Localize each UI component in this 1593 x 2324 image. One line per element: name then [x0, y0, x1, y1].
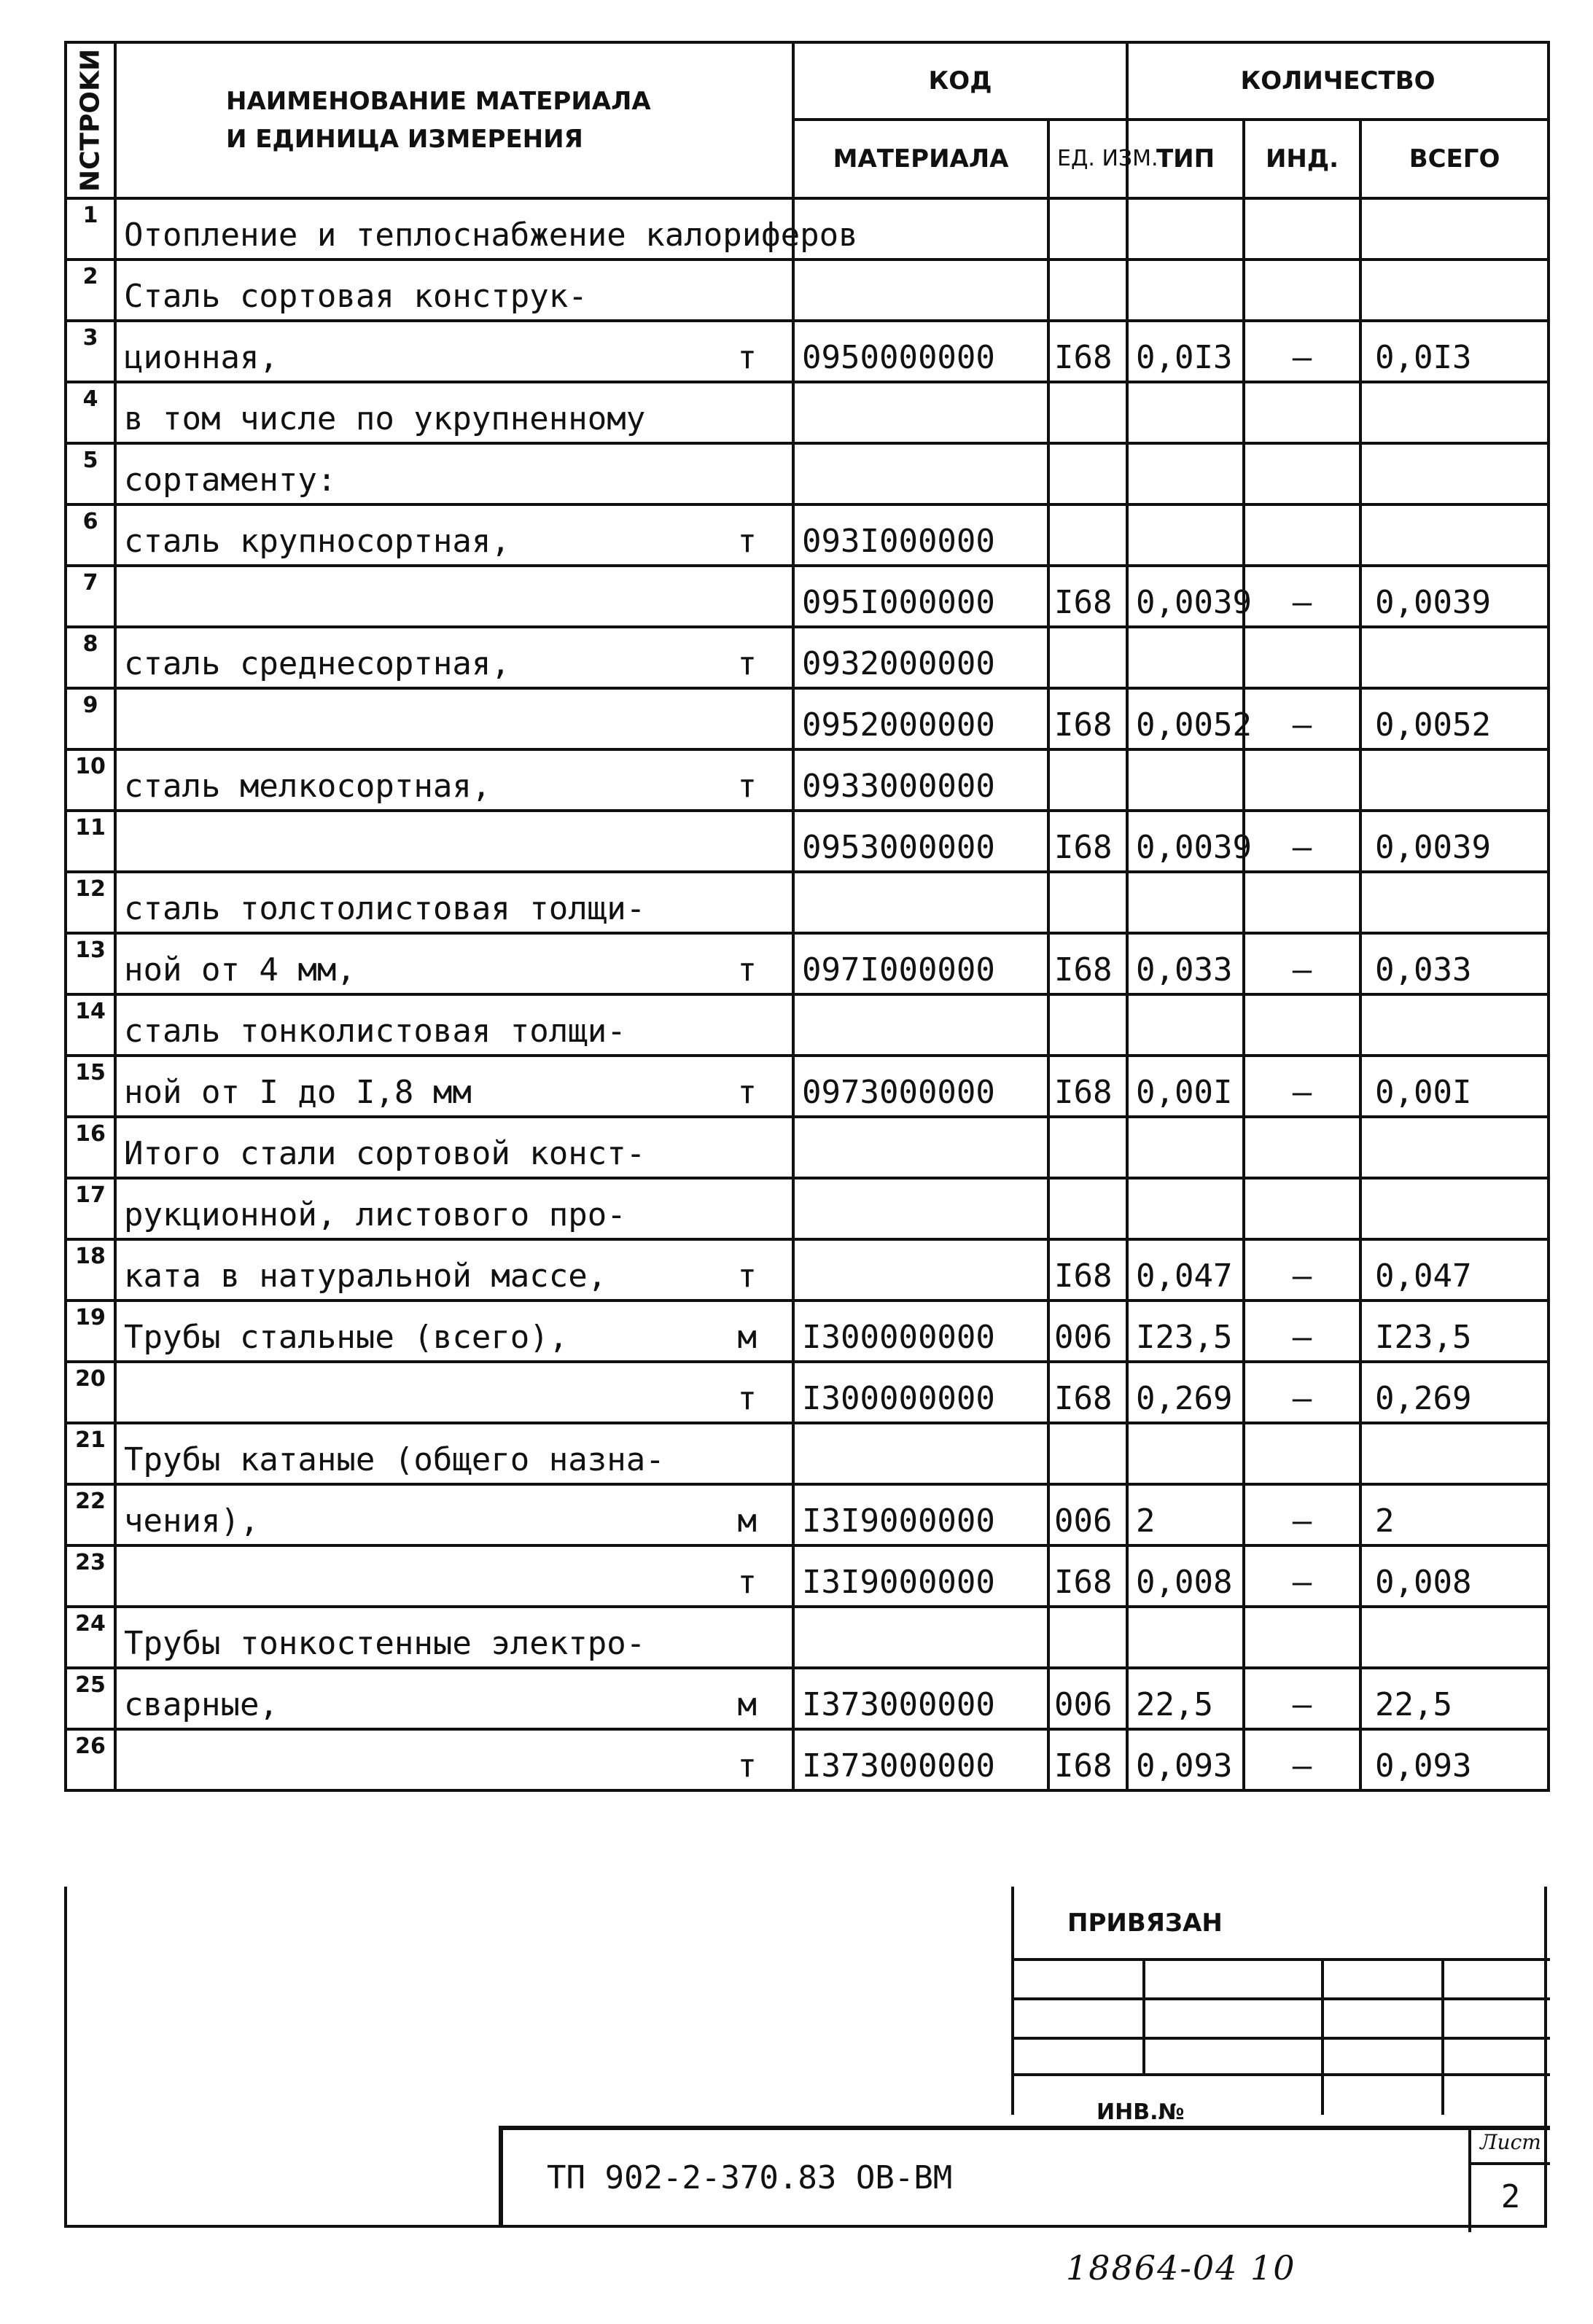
ind-quantity — [1244, 872, 1360, 933]
row-number: 13 — [66, 933, 115, 994]
unit-code — [1048, 198, 1127, 260]
row-number: 17 — [66, 1178, 115, 1239]
unit-code — [1048, 382, 1127, 443]
material-name-text: в том числе по укрупненному — [124, 400, 646, 437]
total-quantity — [1360, 443, 1549, 504]
sheet-number: 2 — [1468, 2162, 1550, 2232]
material-code — [793, 382, 1048, 443]
table-row — [66, 688, 1549, 749]
unit-code — [1048, 749, 1127, 811]
total-quantity — [1360, 504, 1549, 566]
unit-code — [1048, 872, 1127, 933]
material-code: I3I9000000 — [793, 1545, 1048, 1607]
ind-quantity — [1244, 1178, 1360, 1239]
unit-letter: т — [737, 645, 757, 682]
total-quantity — [1360, 382, 1549, 443]
material-name — [115, 627, 793, 688]
material-name — [115, 1178, 793, 1239]
table-row — [66, 1301, 1549, 1362]
material-name — [115, 1239, 793, 1301]
type-quantity — [1127, 260, 1244, 321]
type-quantity: 0,047 — [1127, 1239, 1244, 1301]
table-row — [66, 1668, 1549, 1729]
row-number: 8 — [66, 627, 115, 688]
material-name-header: НАИМЕНОВАНИЕ МАТЕРИАЛА И ЕДИНИЦА ИЗМЕРЕНИЯ — [115, 42, 793, 198]
total-quantity: 2 — [1360, 1484, 1549, 1545]
total-quantity — [1360, 627, 1549, 688]
material-name-text: Трубы тонкостенные электро- — [124, 1625, 646, 1662]
binding-label: ПРИВЯЗАН — [1067, 1908, 1223, 1938]
material-name — [115, 1545, 793, 1607]
unit-code: I68 — [1048, 1729, 1127, 1790]
material-code: 095I000000 — [793, 566, 1048, 627]
title-block — [64, 1887, 1547, 2228]
type-quantity: 0,0052 — [1127, 688, 1244, 749]
row-number: 26 — [66, 1729, 115, 1790]
unit-letter: т — [737, 951, 757, 989]
unit-letter: м — [737, 1686, 757, 1723]
type-quantity — [1127, 198, 1244, 260]
material-code: I373000000 — [793, 1729, 1048, 1790]
unit-letter: м — [737, 1319, 757, 1356]
type-quantity: I23,5 — [1127, 1301, 1244, 1362]
unit-code — [1048, 1117, 1127, 1178]
unit-letter: т — [737, 523, 757, 560]
total-quantity: 0,0052 — [1360, 688, 1549, 749]
table-row — [66, 1423, 1549, 1484]
materials-table — [64, 41, 1550, 1792]
type-quantity — [1127, 1423, 1244, 1484]
material-name — [115, 1117, 793, 1178]
type-quantity — [1127, 627, 1244, 688]
ind-quantity — [1244, 749, 1360, 811]
ind-quantity: – — [1244, 933, 1360, 994]
material-code: I3I9000000 — [793, 1484, 1048, 1545]
material-name — [115, 1056, 793, 1117]
table-row — [66, 811, 1549, 872]
unit-code: 006 — [1048, 1484, 1127, 1545]
material-name-text: ционная, — [124, 339, 279, 376]
unit-letter: т — [737, 1380, 757, 1417]
unit-code: I68 — [1048, 566, 1127, 627]
unit-code — [1048, 994, 1127, 1056]
table-row — [66, 198, 1549, 260]
total-quantity — [1360, 872, 1549, 933]
type-quantity: 0,0039 — [1127, 566, 1244, 627]
type-quantity: 22,5 — [1127, 1668, 1244, 1729]
row-number: 19 — [66, 1301, 115, 1362]
total-quantity: 0,008 — [1360, 1545, 1549, 1607]
material-code: 0953000000 — [793, 811, 1048, 872]
unit-letter: т — [737, 1257, 757, 1295]
ind-header: ИНД. — [1244, 120, 1360, 198]
material-name-text: сталь толстолистовая толщи- — [124, 890, 646, 927]
total-quantity — [1360, 1178, 1549, 1239]
total-quantity: 0,00I — [1360, 1056, 1549, 1117]
type-quantity — [1127, 1117, 1244, 1178]
material-name-text: сталь мелкосортная, — [124, 768, 491, 805]
ind-quantity: – — [1244, 566, 1360, 627]
type-quantity: 2 — [1127, 1484, 1244, 1545]
type-quantity — [1127, 382, 1244, 443]
material-name — [115, 994, 793, 1056]
row-number: 23 — [66, 1545, 115, 1607]
handwritten-note: 18864-04 10 — [1066, 2248, 1296, 2288]
unit-code: 006 — [1048, 1301, 1127, 1362]
document-code: ТП 902-2-370.83 ОВ-ВМ — [547, 2159, 953, 2196]
material-code: I373000000 — [793, 1668, 1048, 1729]
material-code — [793, 443, 1048, 504]
material-name — [115, 1362, 793, 1423]
material-name-text: Трубы катаные (общего назна- — [124, 1441, 665, 1478]
row-number: 11 — [66, 811, 115, 872]
row-number: 15 — [66, 1056, 115, 1117]
total-quantity: I23,5 — [1360, 1301, 1549, 1362]
type-quantity — [1127, 1178, 1244, 1239]
specification-sheet — [64, 41, 1547, 2228]
material-code: I300000000 — [793, 1362, 1048, 1423]
table-row — [66, 321, 1549, 382]
ind-quantity: – — [1244, 688, 1360, 749]
material-name-text: сварные, — [124, 1686, 279, 1723]
material-code: 097I000000 — [793, 933, 1048, 994]
unit-code: I68 — [1048, 688, 1127, 749]
ind-quantity — [1244, 198, 1360, 260]
row-number: 4 — [66, 382, 115, 443]
type-quantity: 0,0039 — [1127, 811, 1244, 872]
material-name — [115, 749, 793, 811]
table-row — [66, 1056, 1549, 1117]
material-code — [793, 260, 1048, 321]
type-quantity: 0,0I3 — [1127, 321, 1244, 382]
unit-code: I68 — [1048, 811, 1127, 872]
type-quantity: 0,008 — [1127, 1545, 1244, 1607]
material-name — [115, 811, 793, 872]
row-number: 16 — [66, 1117, 115, 1178]
material-name — [115, 566, 793, 627]
material-name-text: чения), — [124, 1502, 260, 1540]
material-code — [793, 1117, 1048, 1178]
table-row — [66, 1607, 1549, 1668]
material-code: I300000000 — [793, 1301, 1048, 1362]
total-quantity — [1360, 1423, 1549, 1484]
material-name-text: Сталь сортовая конструк- — [124, 278, 588, 315]
total-quantity — [1360, 1117, 1549, 1178]
inventory-number-label: ИНВ.№ — [1097, 2099, 1185, 2125]
type-quantity: 0,269 — [1127, 1362, 1244, 1423]
material-name — [115, 1484, 793, 1545]
type-header: ТИП — [1127, 120, 1244, 198]
row-number: 7 — [66, 566, 115, 627]
material-name — [115, 933, 793, 994]
ind-quantity: – — [1244, 1301, 1360, 1362]
total-quantity — [1360, 198, 1549, 260]
material-name-text: рукционной, листового про- — [124, 1196, 626, 1233]
type-quantity — [1127, 1607, 1244, 1668]
row-number: 14 — [66, 994, 115, 1056]
ind-quantity — [1244, 1117, 1360, 1178]
total-quantity: 22,5 — [1360, 1668, 1549, 1729]
material-code: 0933000000 — [793, 749, 1048, 811]
material-name — [115, 1668, 793, 1729]
material-code — [793, 994, 1048, 1056]
unit-code — [1048, 1178, 1127, 1239]
main-stamp — [499, 2126, 1550, 2228]
type-quantity: 0,033 — [1127, 933, 1244, 994]
ind-quantity: – — [1244, 1545, 1360, 1607]
table-row — [66, 1362, 1549, 1423]
material-name — [115, 198, 858, 260]
material-code — [793, 1607, 1048, 1668]
material-name-text: сортаменту: — [124, 461, 337, 499]
row-number: 25 — [66, 1668, 115, 1729]
material-name — [115, 260, 793, 321]
unit-code — [1048, 260, 1127, 321]
row-number: 2 — [66, 260, 115, 321]
total-quantity: 0,033 — [1360, 933, 1549, 994]
unit-code — [1048, 1607, 1127, 1668]
material-code — [793, 1423, 1048, 1484]
table-row — [66, 382, 1549, 443]
table-row — [66, 566, 1549, 627]
row-number: 12 — [66, 872, 115, 933]
total-quantity — [1360, 260, 1549, 321]
row-number: 5 — [66, 443, 115, 504]
ind-quantity — [1244, 443, 1360, 504]
total-quantity — [1360, 749, 1549, 811]
total-quantity — [1360, 1607, 1549, 1668]
unit-letter: м — [737, 1502, 757, 1540]
ind-quantity: – — [1244, 321, 1360, 382]
material-code — [793, 872, 1048, 933]
code-group-header: КОД — [793, 42, 1127, 120]
total-quantity: 0,047 — [1360, 1239, 1549, 1301]
ind-quantity: – — [1244, 1729, 1360, 1790]
material-name-text: Отопление и теплоснабжение калориферов — [124, 217, 858, 254]
material-code — [793, 1239, 1048, 1301]
material-name — [115, 1607, 793, 1668]
material-code: 0950000000 — [793, 321, 1048, 382]
material-name — [115, 443, 793, 504]
table-row — [66, 1484, 1549, 1545]
ind-quantity — [1244, 1607, 1360, 1668]
row-number: 3 — [66, 321, 115, 382]
row-number: 1 — [66, 198, 115, 260]
material-name-text: сталь среднесортная, — [124, 645, 510, 682]
total-quantity: 0,0I3 — [1360, 321, 1549, 382]
unit-header: ЕД. ИЗМ. — [1048, 120, 1127, 198]
table-row — [66, 933, 1549, 994]
row-number-header: NCTPOKИ — [66, 42, 115, 198]
material-name — [115, 321, 793, 382]
unit-code — [1048, 1423, 1127, 1484]
material-name — [115, 1301, 793, 1362]
material-name-text: ной от I до I,8 мм — [124, 1074, 472, 1111]
material-name-text: Трубы стальные (всего), — [124, 1319, 569, 1356]
material-name-text: ной от 4 мм, — [124, 951, 356, 989]
table-row — [66, 443, 1549, 504]
material-name — [115, 1423, 793, 1484]
row-number: 20 — [66, 1362, 115, 1423]
material-code: 0973000000 — [793, 1056, 1048, 1117]
material-name — [115, 1729, 793, 1790]
material-name — [115, 382, 793, 443]
material-code-header: МАТЕРИАЛА — [793, 120, 1048, 198]
quantity-group-header: КОЛИЧЕСТВО — [1127, 42, 1549, 120]
ind-quantity: – — [1244, 1239, 1360, 1301]
unit-letter: т — [737, 339, 757, 376]
sheet-label: Лист — [1468, 2130, 1550, 2165]
ind-quantity: – — [1244, 1484, 1360, 1545]
table-row — [66, 627, 1549, 688]
total-header: ВСЕГО — [1360, 120, 1549, 198]
total-quantity: 0,269 — [1360, 1362, 1549, 1423]
row-number: 9 — [66, 688, 115, 749]
ind-quantity — [1244, 994, 1360, 1056]
ind-quantity — [1244, 260, 1360, 321]
unit-code — [1048, 627, 1127, 688]
table-row — [66, 749, 1549, 811]
total-quantity: 0,0039 — [1360, 811, 1549, 872]
table-row — [66, 260, 1549, 321]
unit-code: I68 — [1048, 321, 1127, 382]
ind-quantity: – — [1244, 811, 1360, 872]
table-row — [66, 1729, 1549, 1790]
ind-quantity: – — [1244, 1056, 1360, 1117]
ind-quantity — [1244, 382, 1360, 443]
unit-code: I68 — [1048, 1545, 1127, 1607]
material-name — [115, 688, 793, 749]
total-quantity: 0,0039 — [1360, 566, 1549, 627]
row-number: 24 — [66, 1607, 115, 1668]
ind-quantity: – — [1244, 1668, 1360, 1729]
ind-quantity — [1244, 504, 1360, 566]
type-quantity — [1127, 749, 1244, 811]
table-row — [66, 1239, 1549, 1301]
material-name-text: сталь тонколистовая толщи- — [124, 1013, 626, 1050]
material-code — [793, 1178, 1048, 1239]
type-quantity: 0,00I — [1127, 1056, 1244, 1117]
type-quantity — [1127, 994, 1244, 1056]
material-name — [115, 504, 793, 566]
material-code: 0932000000 — [793, 627, 1048, 688]
row-number: 18 — [66, 1239, 115, 1301]
type-quantity — [1127, 504, 1244, 566]
row-number: 21 — [66, 1423, 115, 1484]
material-name-text: Итого стали сортовой конст- — [124, 1135, 646, 1172]
table-row — [66, 1545, 1549, 1607]
unit-code: I68 — [1048, 1362, 1127, 1423]
total-quantity: 0,093 — [1360, 1729, 1549, 1790]
unit-code — [1048, 504, 1127, 566]
unit-code: I68 — [1048, 1239, 1127, 1301]
table-row — [66, 872, 1549, 933]
row-number: 10 — [66, 749, 115, 811]
unit-code: 006 — [1048, 1668, 1127, 1729]
table-row — [66, 1178, 1549, 1239]
unit-letter: т — [737, 1564, 757, 1601]
ind-quantity: – — [1244, 1362, 1360, 1423]
row-number: 6 — [66, 504, 115, 566]
total-quantity — [1360, 994, 1549, 1056]
unit-letter: т — [737, 1074, 757, 1111]
unit-letter: т — [737, 1747, 757, 1785]
unit-code — [1048, 443, 1127, 504]
material-name-text: сталь крупносортная, — [124, 523, 510, 560]
row-number: 22 — [66, 1484, 115, 1545]
type-quantity: 0,093 — [1127, 1729, 1244, 1790]
type-quantity — [1127, 872, 1244, 933]
type-quantity — [1127, 443, 1244, 504]
table-row — [66, 504, 1549, 566]
material-code: 0952000000 — [793, 688, 1048, 749]
ind-quantity — [1244, 1423, 1360, 1484]
material-code: 093I000000 — [793, 504, 1048, 566]
material-name-text: ката в натуральной массе, — [124, 1257, 607, 1295]
table-row — [66, 994, 1549, 1056]
ind-quantity — [1244, 627, 1360, 688]
table-row — [66, 1117, 1549, 1178]
unit-letter: т — [737, 768, 757, 805]
unit-code: I68 — [1048, 933, 1127, 994]
unit-code: I68 — [1048, 1056, 1127, 1117]
material-name — [115, 872, 793, 933]
